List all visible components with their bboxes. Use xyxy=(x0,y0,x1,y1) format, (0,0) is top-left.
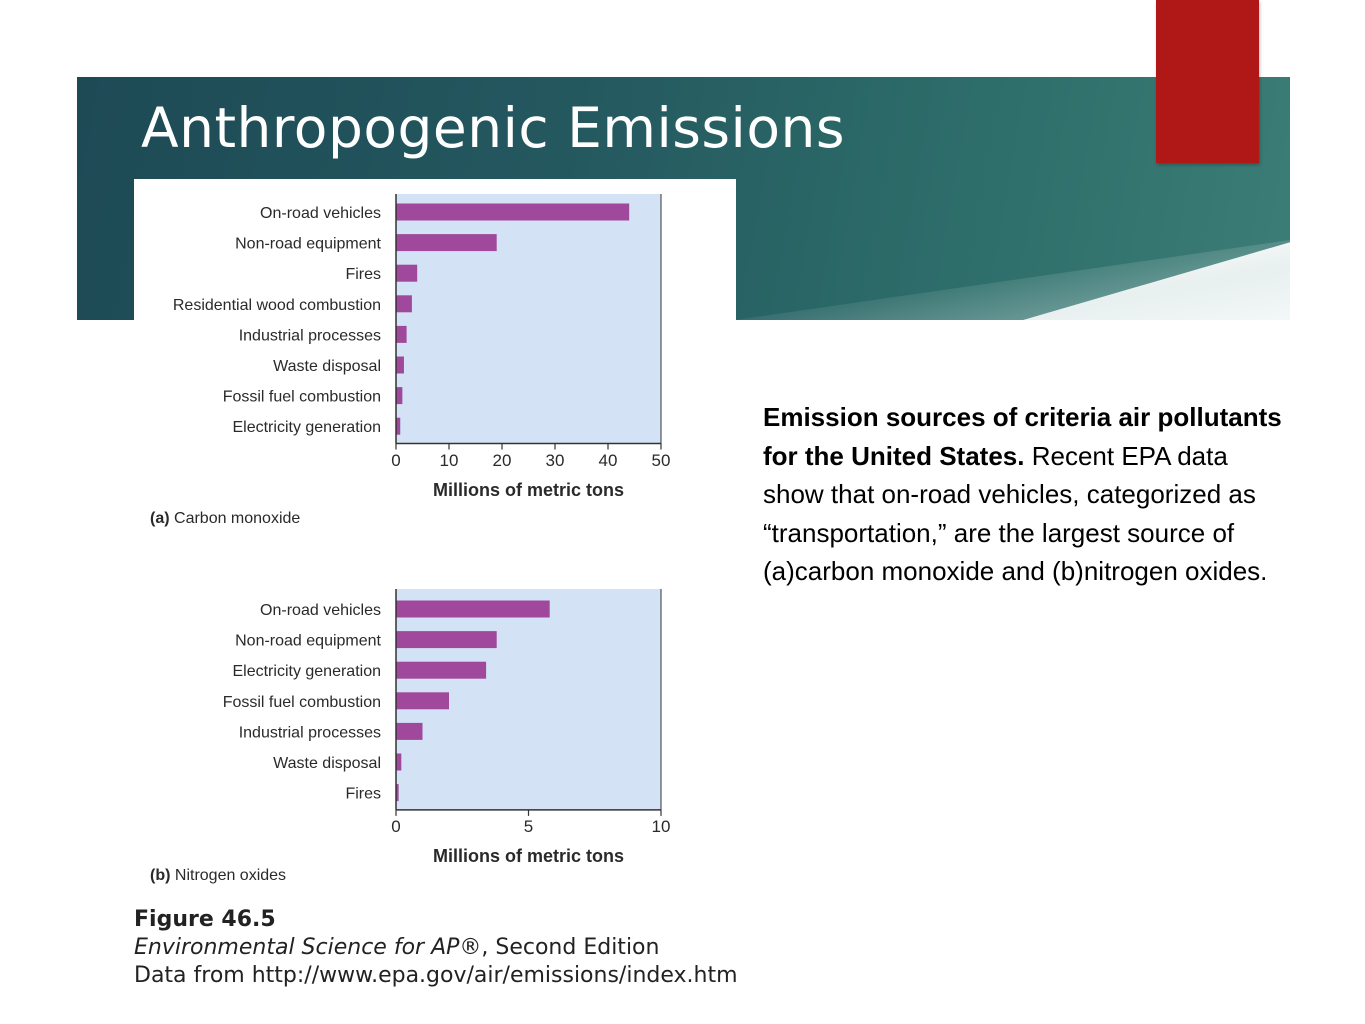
emissions-charts xyxy=(134,179,736,904)
slide-title: Anthropogenic Emissions xyxy=(141,96,845,160)
category-label: Waste disposal xyxy=(273,755,381,772)
x-tick-label: 50 xyxy=(651,451,671,470)
panel-letter: (b) xyxy=(150,867,171,884)
category-label: Non-road equipment xyxy=(235,235,381,253)
panel-label xyxy=(150,867,286,884)
category-label: Fossil fuel combustion xyxy=(222,388,381,406)
bar xyxy=(396,692,449,709)
bar xyxy=(396,754,401,771)
figure-edition: , Second Edition xyxy=(481,935,660,960)
category-label: Industrial processes xyxy=(238,327,381,345)
description-text xyxy=(763,398,1283,591)
x-tick-label: 0 xyxy=(391,817,401,836)
category-label: Fires xyxy=(345,266,381,284)
x-tick-label: 20 xyxy=(492,451,512,470)
figure-number: Figure 46.5 xyxy=(134,907,276,932)
category-label: Industrial processes xyxy=(238,724,381,742)
x-tick-label: 0 xyxy=(391,451,401,470)
figure-book-line xyxy=(134,934,736,962)
category-label: Electricity generation xyxy=(232,663,381,681)
x-tick-label: 5 xyxy=(523,817,534,836)
x-tick-label: 40 xyxy=(598,451,618,470)
bar xyxy=(396,265,417,282)
bar xyxy=(396,601,550,618)
bar xyxy=(396,326,407,343)
x-axis-label: Millions of metric tons xyxy=(432,480,625,500)
figure-caption xyxy=(134,906,736,990)
figure-panel xyxy=(134,179,738,988)
x-tick-label: 10 xyxy=(651,817,671,836)
bar xyxy=(396,723,423,740)
bar xyxy=(396,662,486,679)
panel-title: Carbon monoxide xyxy=(169,510,301,527)
x-tick-label: 10 xyxy=(439,451,459,470)
panel-letter: (a) xyxy=(150,510,170,527)
category-label: Fossil fuel combustion xyxy=(222,693,381,711)
bar xyxy=(396,204,629,221)
description-body: Recent EPA data show that on-road vehicles, categorized as “transportation,” are the largest source of (a)carbon monoxide and (b)nitrogen oxides. xyxy=(763,440,1268,586)
figure-source: Data from http://www.epa.gov/air/emissions/index.htm xyxy=(134,963,738,988)
panel-label xyxy=(150,510,300,527)
bar xyxy=(396,631,497,648)
x-tick-label: 30 xyxy=(545,451,565,470)
accent-tab xyxy=(1156,0,1259,163)
category-label: On-road vehicles xyxy=(260,602,381,619)
category-label: On-road vehicles xyxy=(260,205,381,222)
bar xyxy=(396,295,412,312)
category-label: Residential wood combustion xyxy=(172,296,381,314)
panel-title: Nitrogen oxides xyxy=(170,867,287,884)
bar xyxy=(396,387,402,404)
bar xyxy=(396,234,497,251)
figure-book: Environmental Science for AP® xyxy=(134,935,482,960)
category-label: Non-road equipment xyxy=(235,632,381,650)
category-label: Waste disposal xyxy=(273,358,381,375)
category-label: Electricity generation xyxy=(232,419,381,437)
category-label: Fires xyxy=(345,785,381,803)
plot-area xyxy=(396,194,661,444)
description-lead: Emission sources of criteria air pollutants for the United States. xyxy=(763,402,1282,471)
bar xyxy=(396,357,404,374)
x-axis-label: Millions of metric tons xyxy=(432,846,625,866)
